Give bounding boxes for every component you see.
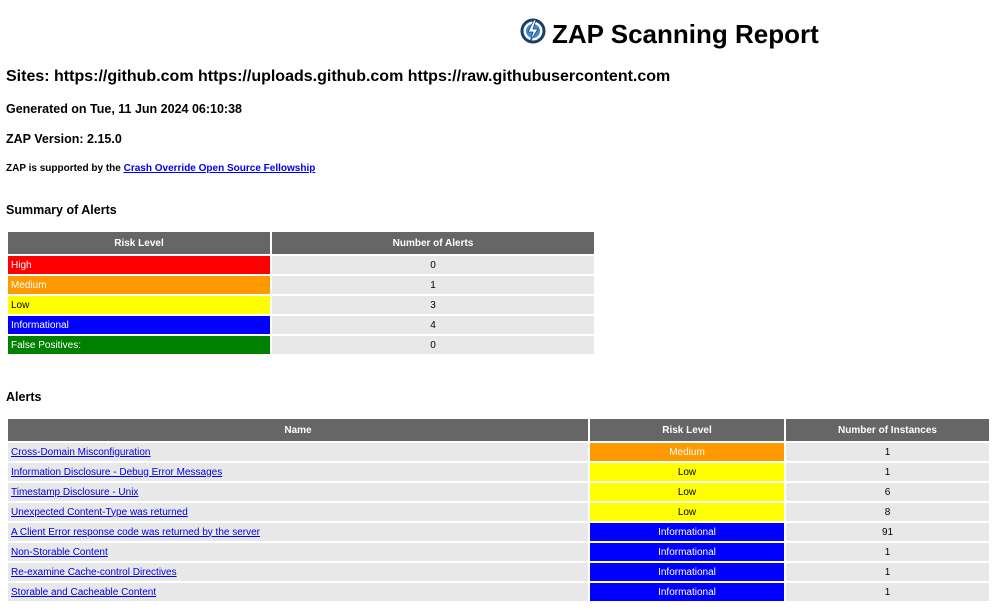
alerts-col-risk: Risk Level xyxy=(590,419,784,441)
support-prefix: ZAP is supported by the xyxy=(6,163,124,174)
alert-instances-cell: 91 xyxy=(786,523,989,541)
alerts-header-row xyxy=(8,419,989,441)
summary-row-false-positives xyxy=(8,336,594,354)
alert-link[interactable]: Information Disclosure - Debug Error Messages xyxy=(11,466,223,478)
alert-link[interactable]: Timestamp Disclosure - Unix xyxy=(11,486,139,498)
alert-name-cell xyxy=(8,503,588,521)
alert-link[interactable]: Unexpected Content-Type was returned xyxy=(11,506,188,518)
summary-col-risk: Risk Level xyxy=(8,232,270,254)
alert-name-cell xyxy=(8,563,588,581)
alert-count-medium: 1 xyxy=(272,276,594,294)
alert-risk-cell: Medium xyxy=(590,443,784,461)
alert-count-low: 3 xyxy=(272,296,594,314)
alert-row xyxy=(8,443,989,461)
support-note xyxy=(6,163,315,174)
alert-row xyxy=(8,483,989,501)
alert-instances-cell: 1 xyxy=(786,563,989,581)
alert-name-cell xyxy=(8,443,588,461)
alerts-col-instances: Number of Instances xyxy=(786,419,989,441)
alert-name-cell xyxy=(8,483,588,501)
risk-label-informational: Informational xyxy=(8,316,270,334)
alert-count-false-positives: 0 xyxy=(272,336,594,354)
alert-count-high: 0 xyxy=(272,256,594,274)
alert-instances-cell: 1 xyxy=(786,543,989,561)
alert-risk-cell: Informational xyxy=(590,523,784,541)
alert-row xyxy=(8,583,989,601)
summary-row-informational xyxy=(8,316,594,334)
alert-instances-cell: 1 xyxy=(786,443,989,461)
alert-link[interactable]: Storable and Cacheable Content xyxy=(11,586,157,598)
summary-table xyxy=(6,230,596,356)
alert-row xyxy=(8,543,989,561)
sites-heading: Sites: https://github.com https://uploads.github.com https://raw.githubusercontent.com xyxy=(6,68,671,85)
alert-row xyxy=(8,523,989,541)
alert-name-cell xyxy=(8,543,588,561)
alert-risk-cell: Low xyxy=(590,483,784,501)
alert-risk-cell: Informational xyxy=(590,583,784,601)
alert-risk-cell: Informational xyxy=(590,563,784,581)
alert-instances-cell: 1 xyxy=(786,583,989,601)
risk-label-medium: Medium xyxy=(8,276,270,294)
report-header xyxy=(0,14,1000,54)
alert-instances-cell: 6 xyxy=(786,483,989,501)
summary-row-high xyxy=(8,256,594,274)
alert-name-cell xyxy=(8,523,588,541)
alert-risk-cell: Low xyxy=(590,463,784,481)
alert-link[interactable]: Cross-Domain Misconfiguration xyxy=(11,446,151,458)
risk-label-low: Low xyxy=(8,296,270,314)
alert-row xyxy=(8,503,989,521)
alert-row xyxy=(8,463,989,481)
alerts-col-name: Name xyxy=(8,419,588,441)
summary-heading: Summary of Alerts xyxy=(6,203,117,217)
alert-name-cell xyxy=(8,463,588,481)
alert-risk-cell: Informational xyxy=(590,543,784,561)
alerts-heading: Alerts xyxy=(6,390,42,404)
alert-instances-cell: 1 xyxy=(786,463,989,481)
summary-row-low xyxy=(8,296,594,314)
zap-logo-icon xyxy=(520,18,546,44)
zap-version: ZAP Version: 2.15.0 xyxy=(6,132,122,146)
summary-row-medium xyxy=(8,276,594,294)
generated-date: Generated on Tue, 11 Jun 2024 06:10:38 xyxy=(6,102,242,116)
summary-header-row xyxy=(8,232,594,254)
alert-row xyxy=(8,563,989,581)
alert-risk-cell: Low xyxy=(590,503,784,521)
alerts-table xyxy=(6,417,991,603)
alert-instances-cell: 8 xyxy=(786,503,989,521)
alert-link[interactable]: Non-Storable Content xyxy=(11,546,108,558)
fellowship-link[interactable]: Crash Override Open Source Fellowship xyxy=(123,163,316,174)
alert-link[interactable]: Re-examine Cache-control Directives xyxy=(11,566,177,578)
risk-label-high: High xyxy=(8,256,270,274)
alert-name-cell xyxy=(8,583,588,601)
alert-count-informational: 4 xyxy=(272,316,594,334)
risk-label-false-positives: False Positives: xyxy=(8,336,270,354)
page-title: ZAP Scanning Report xyxy=(552,19,819,49)
alert-link[interactable]: A Client Error response code was returned by the server xyxy=(11,526,261,538)
summary-col-count: Number of Alerts xyxy=(272,232,594,254)
